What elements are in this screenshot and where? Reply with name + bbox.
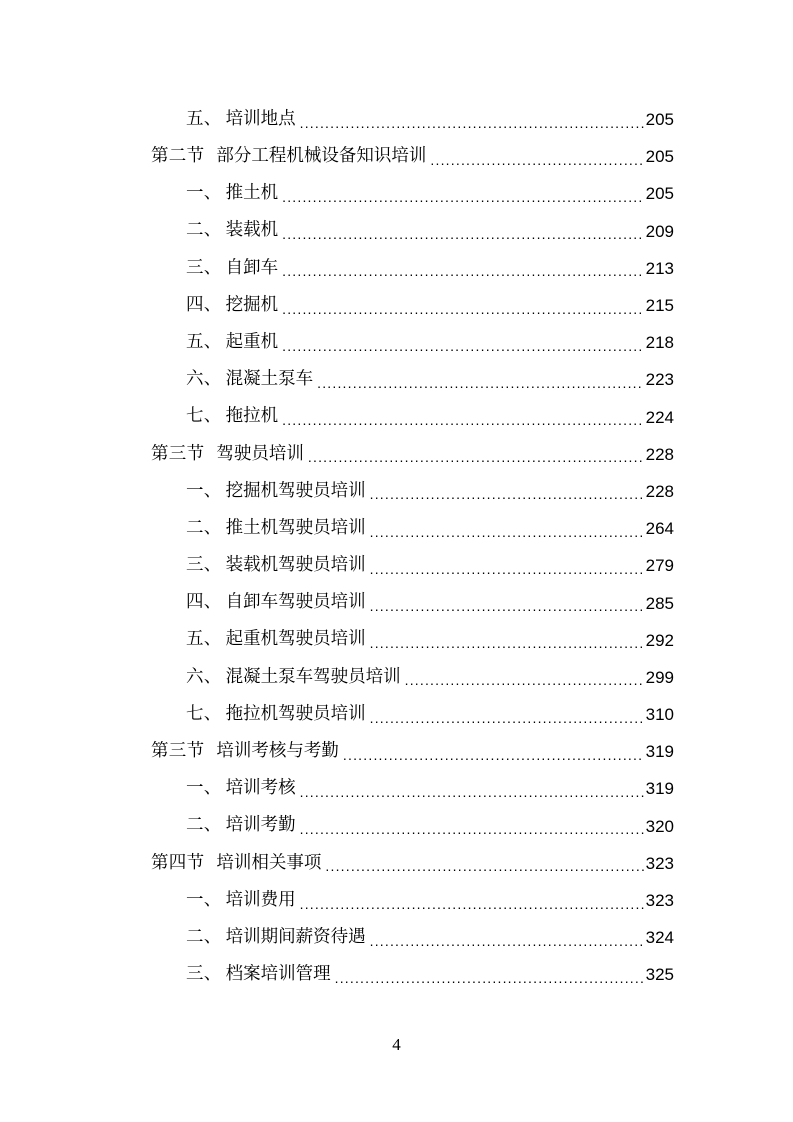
toc-entry-page: 299 [645, 667, 674, 687]
toc-entry-page: 319 [645, 742, 674, 762]
toc-entry-page: 324 [645, 928, 674, 948]
toc-entry-number: 二、 [186, 220, 222, 241]
toc-section-entry[interactable] [0, 733, 674, 770]
toc-subsection-entry[interactable] [0, 324, 674, 361]
toc-entry-number: 四、 [186, 592, 222, 613]
toc-entry-label [186, 780, 296, 798]
toc-entry-title: 培训相关事项 [216, 852, 322, 873]
toc-entry-title: 混凝土泵车 [225, 369, 314, 390]
toc-entry-number: 三、 [186, 964, 222, 985]
toc-entry-number: 二、 [186, 815, 222, 836]
toc-entry-label [186, 594, 366, 612]
toc-entry-number: 五、 [186, 331, 222, 352]
toc-subsection-entry[interactable] [0, 101, 674, 138]
toc-entry-title: 装载机驾驶员培训 [225, 555, 366, 576]
toc-entry-number: 五、 [186, 108, 222, 129]
toc-entry-label [186, 817, 296, 835]
toc-entry-page: 213 [645, 258, 674, 278]
toc-entry-title: 培训考核 [225, 778, 296, 799]
toc-leader-dots [370, 711, 644, 725]
toc-entry-page: 279 [645, 556, 674, 576]
toc-entry-title: 推土机 [225, 183, 279, 204]
toc-entry-label [186, 185, 278, 203]
toc-subsection-entry[interactable] [0, 696, 674, 733]
toc-entry-label [186, 703, 366, 724]
toc-leader-dots [325, 859, 643, 873]
toc-subsection-entry[interactable] [0, 882, 674, 919]
toc-leader-dots [308, 450, 644, 464]
toc-entry-page: 223 [645, 370, 674, 390]
toc-entry-page: 205 [645, 184, 674, 204]
toc-leader-dots [300, 785, 644, 799]
toc-entry-title: 挖掘机驾驶员培训 [225, 480, 366, 501]
toc-subsection-entry[interactable] [0, 770, 674, 807]
toc-entry-label [186, 371, 313, 389]
toc-subsection-entry[interactable] [0, 659, 674, 696]
toc-subsection-entry[interactable] [0, 622, 674, 659]
toc-entry-number: 七、 [186, 703, 222, 724]
toc-leader-dots [282, 227, 644, 241]
toc-entry-label [186, 222, 278, 240]
toc-entry-title: 起重机 [225, 331, 279, 352]
toc-entry-number: 二、 [186, 926, 222, 947]
toc-entry-page: 310 [645, 705, 674, 725]
toc-entry-label [151, 743, 339, 761]
toc-entry-number: 四、 [186, 294, 222, 315]
toc-entry-page: 224 [645, 407, 674, 427]
toc-entry-label [151, 443, 304, 464]
toc-subsection-entry[interactable] [0, 473, 674, 510]
toc-leader-dots [343, 748, 644, 762]
toc-entry-number: 六、 [186, 666, 222, 687]
toc-subsection-entry[interactable] [0, 399, 674, 436]
toc-entry-title: 自卸车 [225, 257, 279, 278]
toc-entry-number: 一、 [186, 889, 222, 910]
toc-entry-number: 三、 [186, 257, 222, 278]
toc-entry-title: 混凝土泵车驾驶员培训 [225, 666, 401, 687]
toc-entry-number: 五、 [186, 629, 222, 650]
toc-subsection-entry[interactable] [0, 250, 674, 287]
toc-entry-title: 拖拉机 [225, 406, 279, 427]
toc-leader-dots [282, 190, 644, 204]
toc-entry-title: 装载机 [225, 220, 279, 241]
toc-entry-label [186, 108, 296, 129]
toc-leader-dots [282, 413, 644, 427]
toc-subsection-entry[interactable] [0, 808, 674, 845]
toc-entry-page: 292 [645, 630, 674, 650]
toc-entry-title: 驾驶员培训 [216, 443, 304, 464]
toc-leader-dots [430, 153, 643, 167]
toc-subsection-entry[interactable] [0, 287, 674, 324]
toc-subsection-entry[interactable] [0, 547, 674, 584]
toc-entry-page: 205 [645, 147, 674, 167]
toc-entry-label [151, 148, 426, 166]
toc-leader-dots [282, 264, 644, 278]
toc-entry-number: 一、 [186, 183, 222, 204]
toc-entry-label [151, 852, 322, 873]
toc-entry-page: 228 [645, 481, 674, 501]
toc-entry-page: 209 [645, 221, 674, 241]
toc-subsection-entry[interactable] [0, 584, 674, 621]
toc-leader-dots [370, 525, 644, 539]
toc-entry-title: 起重机驾驶员培训 [225, 629, 366, 650]
toc-subsection-entry[interactable] [0, 213, 674, 250]
toc-section-entry[interactable] [0, 436, 674, 473]
toc-entry-number: 三、 [186, 555, 222, 576]
toc-entry-title: 档案培训管理 [225, 964, 331, 985]
toc-entry-title: 培训费用 [225, 889, 296, 910]
toc-entry-label [186, 966, 331, 984]
toc-leader-dots [282, 339, 644, 353]
toc-entry-label [186, 889, 296, 910]
toc-entry-title: 拖拉机驾驶员培训 [225, 703, 366, 724]
toc-entry-page: 228 [645, 444, 674, 464]
toc-subsection-entry[interactable] [0, 361, 674, 398]
toc-section-entry[interactable] [0, 845, 674, 882]
toc-entry-number: 第三节 [151, 741, 205, 762]
toc-entry-label [186, 331, 279, 352]
toc-entry-page: 205 [645, 110, 674, 130]
toc-entry-page: 319 [645, 779, 674, 799]
toc-leader-dots [370, 562, 644, 576]
toc-entry-page: 320 [645, 816, 674, 836]
toc-entry-page: 325 [645, 965, 674, 985]
toc-entry-label [186, 926, 366, 947]
toc-entry-number: 第二节 [151, 146, 205, 167]
toc-entry-page: 323 [645, 891, 674, 911]
toc-entry-number: 六、 [186, 369, 222, 390]
toc-entry-title: 自卸车驾驶员培训 [225, 592, 366, 613]
toc-entry-title: 培训地点 [225, 108, 296, 129]
toc-leader-dots [300, 822, 644, 836]
toc-entry-page: 218 [645, 333, 674, 353]
toc-entry-number: 一、 [186, 480, 222, 501]
toc-entry-page: 285 [645, 593, 674, 613]
toc-entry-number: 一、 [186, 778, 222, 799]
toc-section-entry[interactable] [0, 138, 674, 175]
toc-entry-number: 二、 [186, 517, 222, 538]
toc-subsection-entry[interactable] [0, 956, 674, 993]
toc-entry-title: 部分工程机械设备知识培训 [216, 146, 427, 167]
toc-entry-label [186, 408, 278, 426]
toc-entry-page: 264 [645, 519, 674, 539]
toc-leader-dots [300, 116, 644, 130]
toc-entry-label [186, 631, 366, 649]
toc-entry-title: 推土机驾驶员培训 [225, 517, 366, 538]
toc-subsection-entry[interactable] [0, 175, 674, 212]
toc-leader-dots [282, 302, 644, 316]
toc-leader-dots [370, 934, 644, 948]
toc-entry-number: 第三节 [151, 443, 205, 464]
toc-entry-page: 215 [645, 296, 674, 316]
toc-leader-dots [300, 897, 644, 911]
toc-entry-page: 323 [645, 853, 674, 873]
page-number: 4 [392, 1035, 401, 1054]
toc-leader-dots [370, 599, 644, 613]
toc-entry-label [186, 480, 366, 501]
toc-leader-dots [405, 673, 644, 687]
toc-entry-number: 第四节 [151, 852, 205, 873]
toc-subsection-entry[interactable] [0, 919, 674, 956]
toc-leader-dots [370, 636, 644, 650]
toc-leader-dots [370, 487, 644, 501]
toc-subsection-entry[interactable] [0, 510, 674, 547]
toc-entry-title: 培训考勤 [225, 815, 296, 836]
toc-entry-title: 培训考核与考勤 [216, 741, 339, 762]
toc-entry-label [186, 557, 366, 575]
table-of-contents [0, 101, 793, 994]
toc-leader-dots [335, 971, 644, 985]
toc-entry-label [186, 257, 279, 278]
toc-leader-dots [317, 376, 644, 390]
toc-entry-number: 七、 [186, 406, 222, 427]
toc-entry-label [186, 666, 401, 687]
toc-entry-label [186, 517, 366, 538]
toc-entry-label [186, 294, 279, 315]
toc-entry-title: 挖掘机 [225, 294, 279, 315]
toc-entry-title: 培训期间薪资待遇 [225, 926, 366, 947]
